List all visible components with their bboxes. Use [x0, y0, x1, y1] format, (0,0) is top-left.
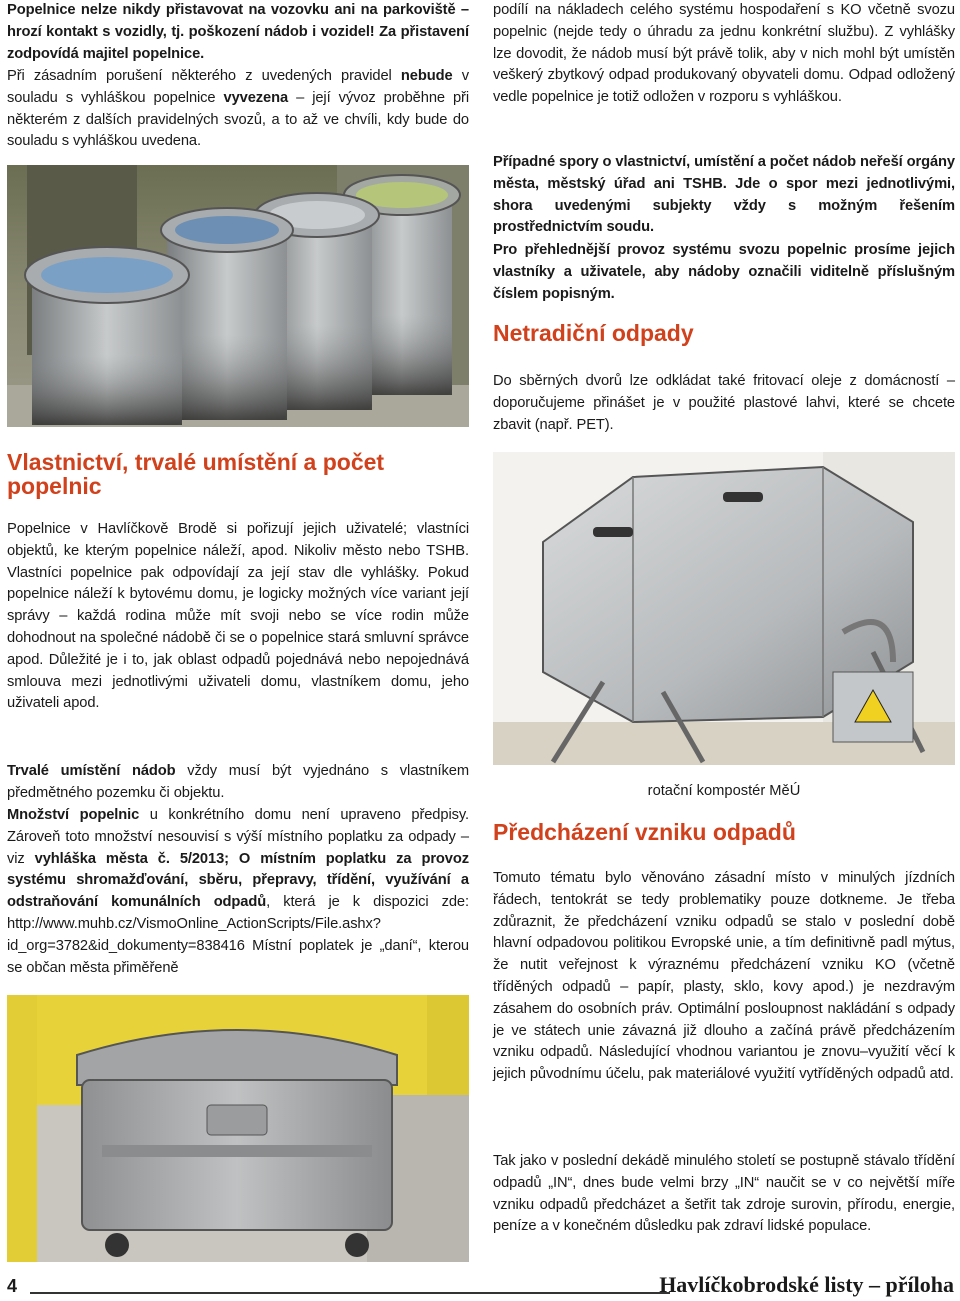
bins-illustration	[7, 165, 469, 427]
section-prevention-heading	[493, 820, 955, 844]
composter-caption	[493, 783, 955, 799]
footer-rule	[30, 1292, 670, 1294]
numbering-paragraph	[493, 240, 955, 305]
composter-illustration	[493, 452, 955, 765]
continuation-text: podílí na nákladech celého systému hospodaření s KO včetně svozu popelnic (nejde tedy o úhradu za jednu konkrétní službu). Z vyhlášky lze dovodit, že nádob musí být právě tolik, aby v nich mohl být umístěn veškerý zbytkový odpad produkovaný obyvateli domu. Odpad odložený vedle popelnice je totiž odložen v rozporu s vyhláškou.	[493, 2, 955, 106]
rule-text-2: v souladu s vyhláškou popelnice	[7, 68, 469, 106]
disputes-text: Případné spory o vlastnictví, umístění a počet nádob neřeší orgány města, městský úřad ani TSHB. Jde o spor mezi jednotlivými, shora uvedenými subjekty vždy s možným řešením prostřednictvím soudu.	[493, 154, 955, 236]
permanent-placement-text: vždy musí být vyjednáno s vlastníkem předmětného pozemku či objektu.	[7, 763, 469, 801]
section-unusual-waste-title: Netradiční odpady	[493, 320, 694, 346]
oils-text: Do sběrných dvorů lze odkládat také fritovací oleje z domácností – doporučujeme přinášet je v použité plastové lahvi, které se chcete zbavit (např. PET).	[493, 373, 955, 433]
rule-bold-2: vyvezena	[223, 89, 289, 106]
intro-warning-text: Popelnice nelze nikdy přistavovat na vozovku ani na parkoviště – hrozí kontakt s vozidly, tj. poškození nádob i vozidel! Za přistavení zodpovídá majitel popelnice.	[7, 2, 469, 62]
numbering-text: Pro přehlednější provoz systému svozu popelnic prosíme jejich vlastníky a uživatele, aby nádoby označili viditelně příslušným číslem popisným.	[493, 242, 955, 302]
rule-bold-1: nebude	[400, 68, 453, 84]
ownership-paragraph	[7, 519, 469, 715]
oils-paragraph	[493, 371, 955, 436]
quantity-paragraph	[7, 805, 469, 979]
photo-large-container	[7, 995, 469, 1262]
prevention-text: Tomuto tématu bylo věnováno zásadní místo v minulých jízdních řádech, tentokrát se tedy problematiky pouze dotkneme. Je třeba zdůraznit, že předcházení vzniku odpadů se stalo v poslední době hlavní odpadovou politikou Evropské unie, a tím definitivně padl mýtus, že nutit veřejnost k výraznému předcházení vzniku KO (včetně tříděných odpadů – papír, plasty, sklo, kovy apod.) je nezdravým zásahem do osobních práv. Optimální posloupnost nakládání s odpady je ve státech unie závazná již dlouho a začíná právě předcházením vzniku odpadů. Následující vhodnou variantou je znovu–využití věcí k jejich původnímu účelu, pak materiálové využití vytříděných odpadů atd.	[493, 870, 955, 1083]
page-number: 4	[7, 1276, 18, 1296]
continuation-paragraph	[493, 0, 955, 109]
section-prevention-title: Předcházení vzniku odpadů	[493, 819, 796, 845]
container-illustration	[7, 995, 469, 1262]
sorting-paragraph	[493, 1151, 955, 1238]
intro-warning	[7, 0, 469, 65]
quantity-regulation: vyhláška města č. 5/2013; O místním poplatku za provoz systému shromažďování, sběru, přepravy, třídění, využívání a odstraňování komunálních odpadů	[7, 850, 469, 911]
prevention-paragraph	[493, 868, 955, 1086]
ownership-text: Popelnice v Havlíčkově Brodě si pořizují jejich uživatelé; vlastníci objektů, ke kterým popelnice náleží, apod. Nikoliv město nebo TSHB. Vlastníci popelnice pak odpovídají za její stav dle vyhlášky. Pokud popelnice náleží k bytovému domu, je logicky možných více variant její správy – každá rodina může mít svoji nebo se více rodin může dohodnout na společné nádobě či se o popelnice stará smluvní správce apod. Důležité je i to, jak oblast odpadů pojednává nebo nepojednává smlouva mezi jednotlivými uživateli domu, vlastníkem domu, jeho uživateli apod.	[7, 521, 469, 712]
permanent-placement-label: Trvalé umístění nádob	[7, 763, 176, 779]
section-unusual-waste-heading	[493, 321, 955, 345]
disputes-paragraph	[493, 152, 955, 239]
composter-caption-text: rotační kompostér MěÚ	[647, 783, 801, 799]
photo-rotary-composter	[493, 452, 955, 765]
permanent-placement-paragraph	[7, 761, 469, 805]
quantity-text-1: u konkrétního domu není upraveno předpisy. Zároveň toto množství nesouvisí s výší místního poplatku za odpady – viz	[7, 807, 469, 867]
sorting-text: Tak jako v poslední dekádě minulého století se postupně stávalo třídění odpadů „IN“, dnes bude velmi brzy „IN“ naučit se v co největší míře vzniku odpadů předcházet a šetřit tak zdroje surovin, přírodu, energie, peníze a v konečném důsledku pak zdraví lidské populace.	[493, 1153, 955, 1235]
section-ownership-heading	[7, 450, 469, 498]
quantity-text-2: , která je k dispozici zde: http://www.muhb.cz/VismoOnline_ActionScripts/File.ashx?id_org=3782&id_dokumenty=838416 Místní poplatek je „daní“, kterou se občan města přiměřeně	[7, 894, 469, 976]
rule-paragraph	[7, 66, 469, 153]
publication-title: Havlíčkobrodské listy – příloha	[659, 1272, 954, 1297]
rule-text-1: Při zásadním porušení některého z uvedených pravidel	[7, 68, 401, 84]
section-ownership-title: Vlastnictví, trvalé umístění a počet popelnic	[7, 449, 385, 499]
quantity-label: Množství popelnic	[7, 807, 140, 823]
photo-metal-bins	[7, 165, 469, 427]
rule-text-3: – její vývoz proběhne při některém z dalších pravidelných svozů, a to až ve chvíli, kdy bude do souladu s vyhláškou uvedena.	[7, 89, 470, 150]
